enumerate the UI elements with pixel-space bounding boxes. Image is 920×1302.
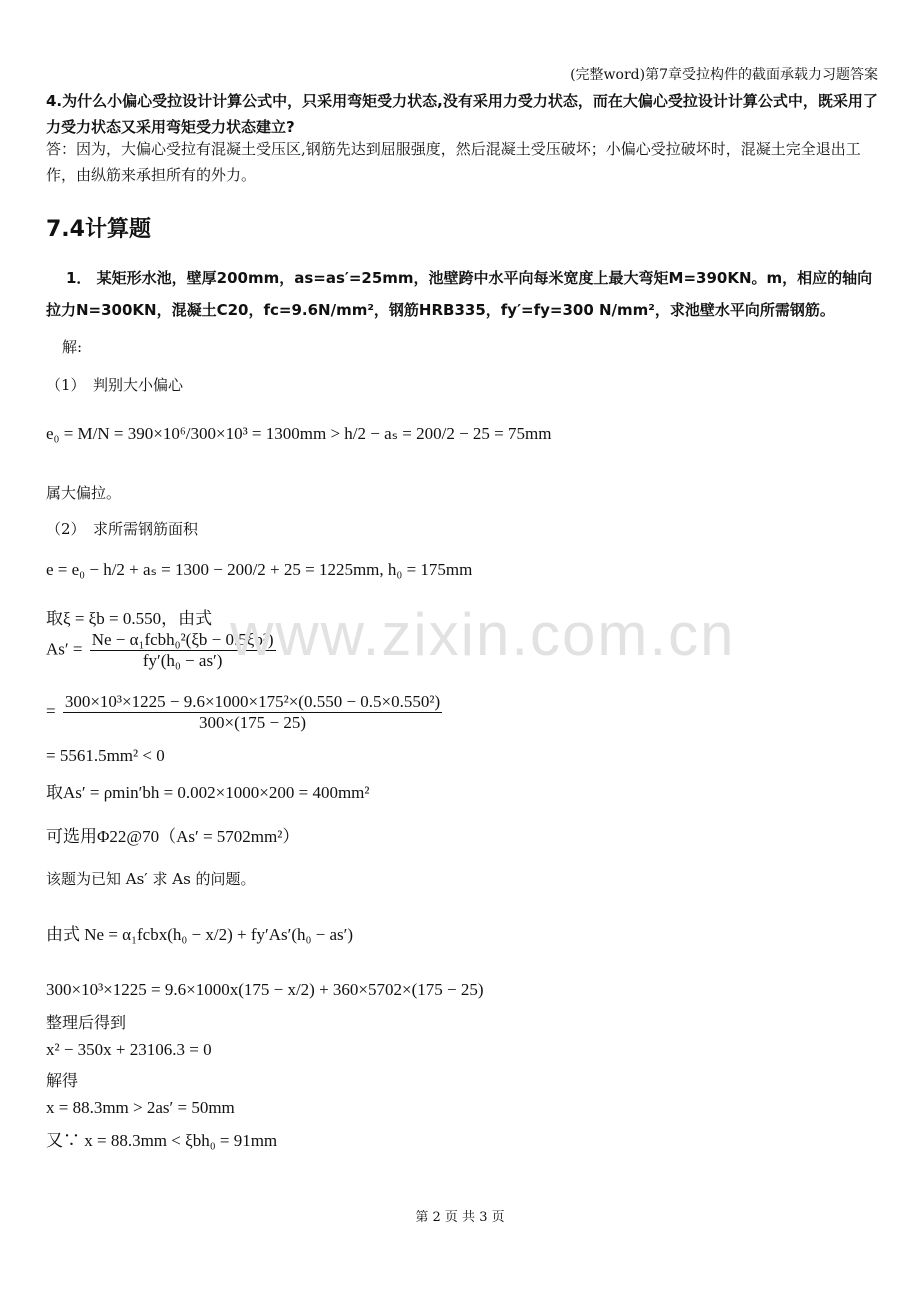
take-xi: 取ξ = ξb = 0.550，由式 xyxy=(46,609,213,628)
equation-quadratic: x² − 350x + 23106.3 = 0 xyxy=(46,1040,212,1059)
equation-as-result: = 5561.5mm² < 0 xyxy=(46,746,165,765)
step-1-heading: （1） 判别大小偏心 xyxy=(46,376,184,394)
arrange-note: 整理后得到 xyxy=(46,1013,127,1032)
fraction-as-numerator: Ne − α₁fcbh₀²(ξb − 0.5ξb²) xyxy=(91,630,274,649)
equation-as-substituted xyxy=(46,692,445,733)
section-title: 7.4计算题 xyxy=(46,217,151,242)
large-eccentric-note: 属大偏拉。 xyxy=(46,484,122,502)
page-footer: 第 2 页 共 3 页 xyxy=(415,1210,505,1225)
solution-label: 解: xyxy=(62,338,83,356)
equation-e: e = e₀ − h/2 + aₛ = 1300 − 200/2 + 25 = 1225mm, h₀ = 175mm xyxy=(46,560,473,579)
equation-min-reinforcement: 取As′ = ρmin′bh = 0.002×1000×200 = 400mm² xyxy=(46,783,370,802)
equation-equilibrium: 由式 Ne = α₁fcbx(h₀ − x/2) + fy′As′(h₀ − as′) xyxy=(46,925,354,944)
equation-eccentricity: e₀ = M/N = 390×10⁶/300×10³ = 1300mm > h/2 − aₛ = 200/2 − 25 = 75mm xyxy=(46,424,552,443)
page-header: (完整word)第7章受拉构件的截面承载力习题答案 xyxy=(570,67,878,83)
fraction-as-denominator: fy′(h₀ − as′) xyxy=(90,650,276,671)
equals-sign: = xyxy=(46,701,56,721)
answer-4: 答：因为，大偏心受拉有混凝土受压区,钢筋先达到屈服强度，然后混凝土受压破坏；小偏心受拉破坏时，混凝土完全退出工作，由纵筋来承担所有的外力。 xyxy=(46,140,861,184)
problem-1: 1． 某矩形水池，壁厚200mm，as=as′=25mm，池壁跨中水平向每米宽度上最大弯矩M=390KN。m，相应的轴向拉力N=300KN，混凝土C20，fc=9.6N/mm²，钢筋HRB335，fy′=fy=300 N/mm²，求池壁水平向所需钢筋。 xyxy=(46,269,873,319)
equation-x-check-2: 又∵ x = 88.3mm < ξbh₀ = 91mm xyxy=(46,1131,278,1150)
fraction-substituted-denominator: 300×(175 − 25) xyxy=(63,712,442,733)
rebar-selection: 可选用Φ22@70（As′ = 5702mm²） xyxy=(46,827,300,846)
question-4: 4.为什么小偏心受拉设计计算公式中，只采用弯矩受力状态,没有采用力受力状态，而在大偏心受拉设计计算公式中，既采用了力受力状态又采用弯矩受力状态建立? xyxy=(46,92,878,136)
watermark: www.zixin.com.cn xyxy=(230,601,736,668)
step-2-heading: （2） 求所需钢筋面积 xyxy=(46,520,199,538)
known-as-note: 该题为已知 As′ 求 As 的问题。 xyxy=(46,870,256,888)
fraction-substituted xyxy=(63,692,442,733)
equation-substituted-x: 300×10³×1225 = 9.6×1000x(175 − x/2) + 360×5702×(175 − 25) xyxy=(46,980,484,999)
solve-note: 解得 xyxy=(46,1071,79,1090)
fraction-substituted-numerator: 300×10³×1225 − 9.6×1000×175²×(0.550 − 0.5×0.550²) xyxy=(64,692,441,711)
equation-x-check-1: x = 88.3mm > 2as′ = 50mm xyxy=(46,1098,235,1117)
equation-as-lhs: As′ = xyxy=(46,639,83,659)
